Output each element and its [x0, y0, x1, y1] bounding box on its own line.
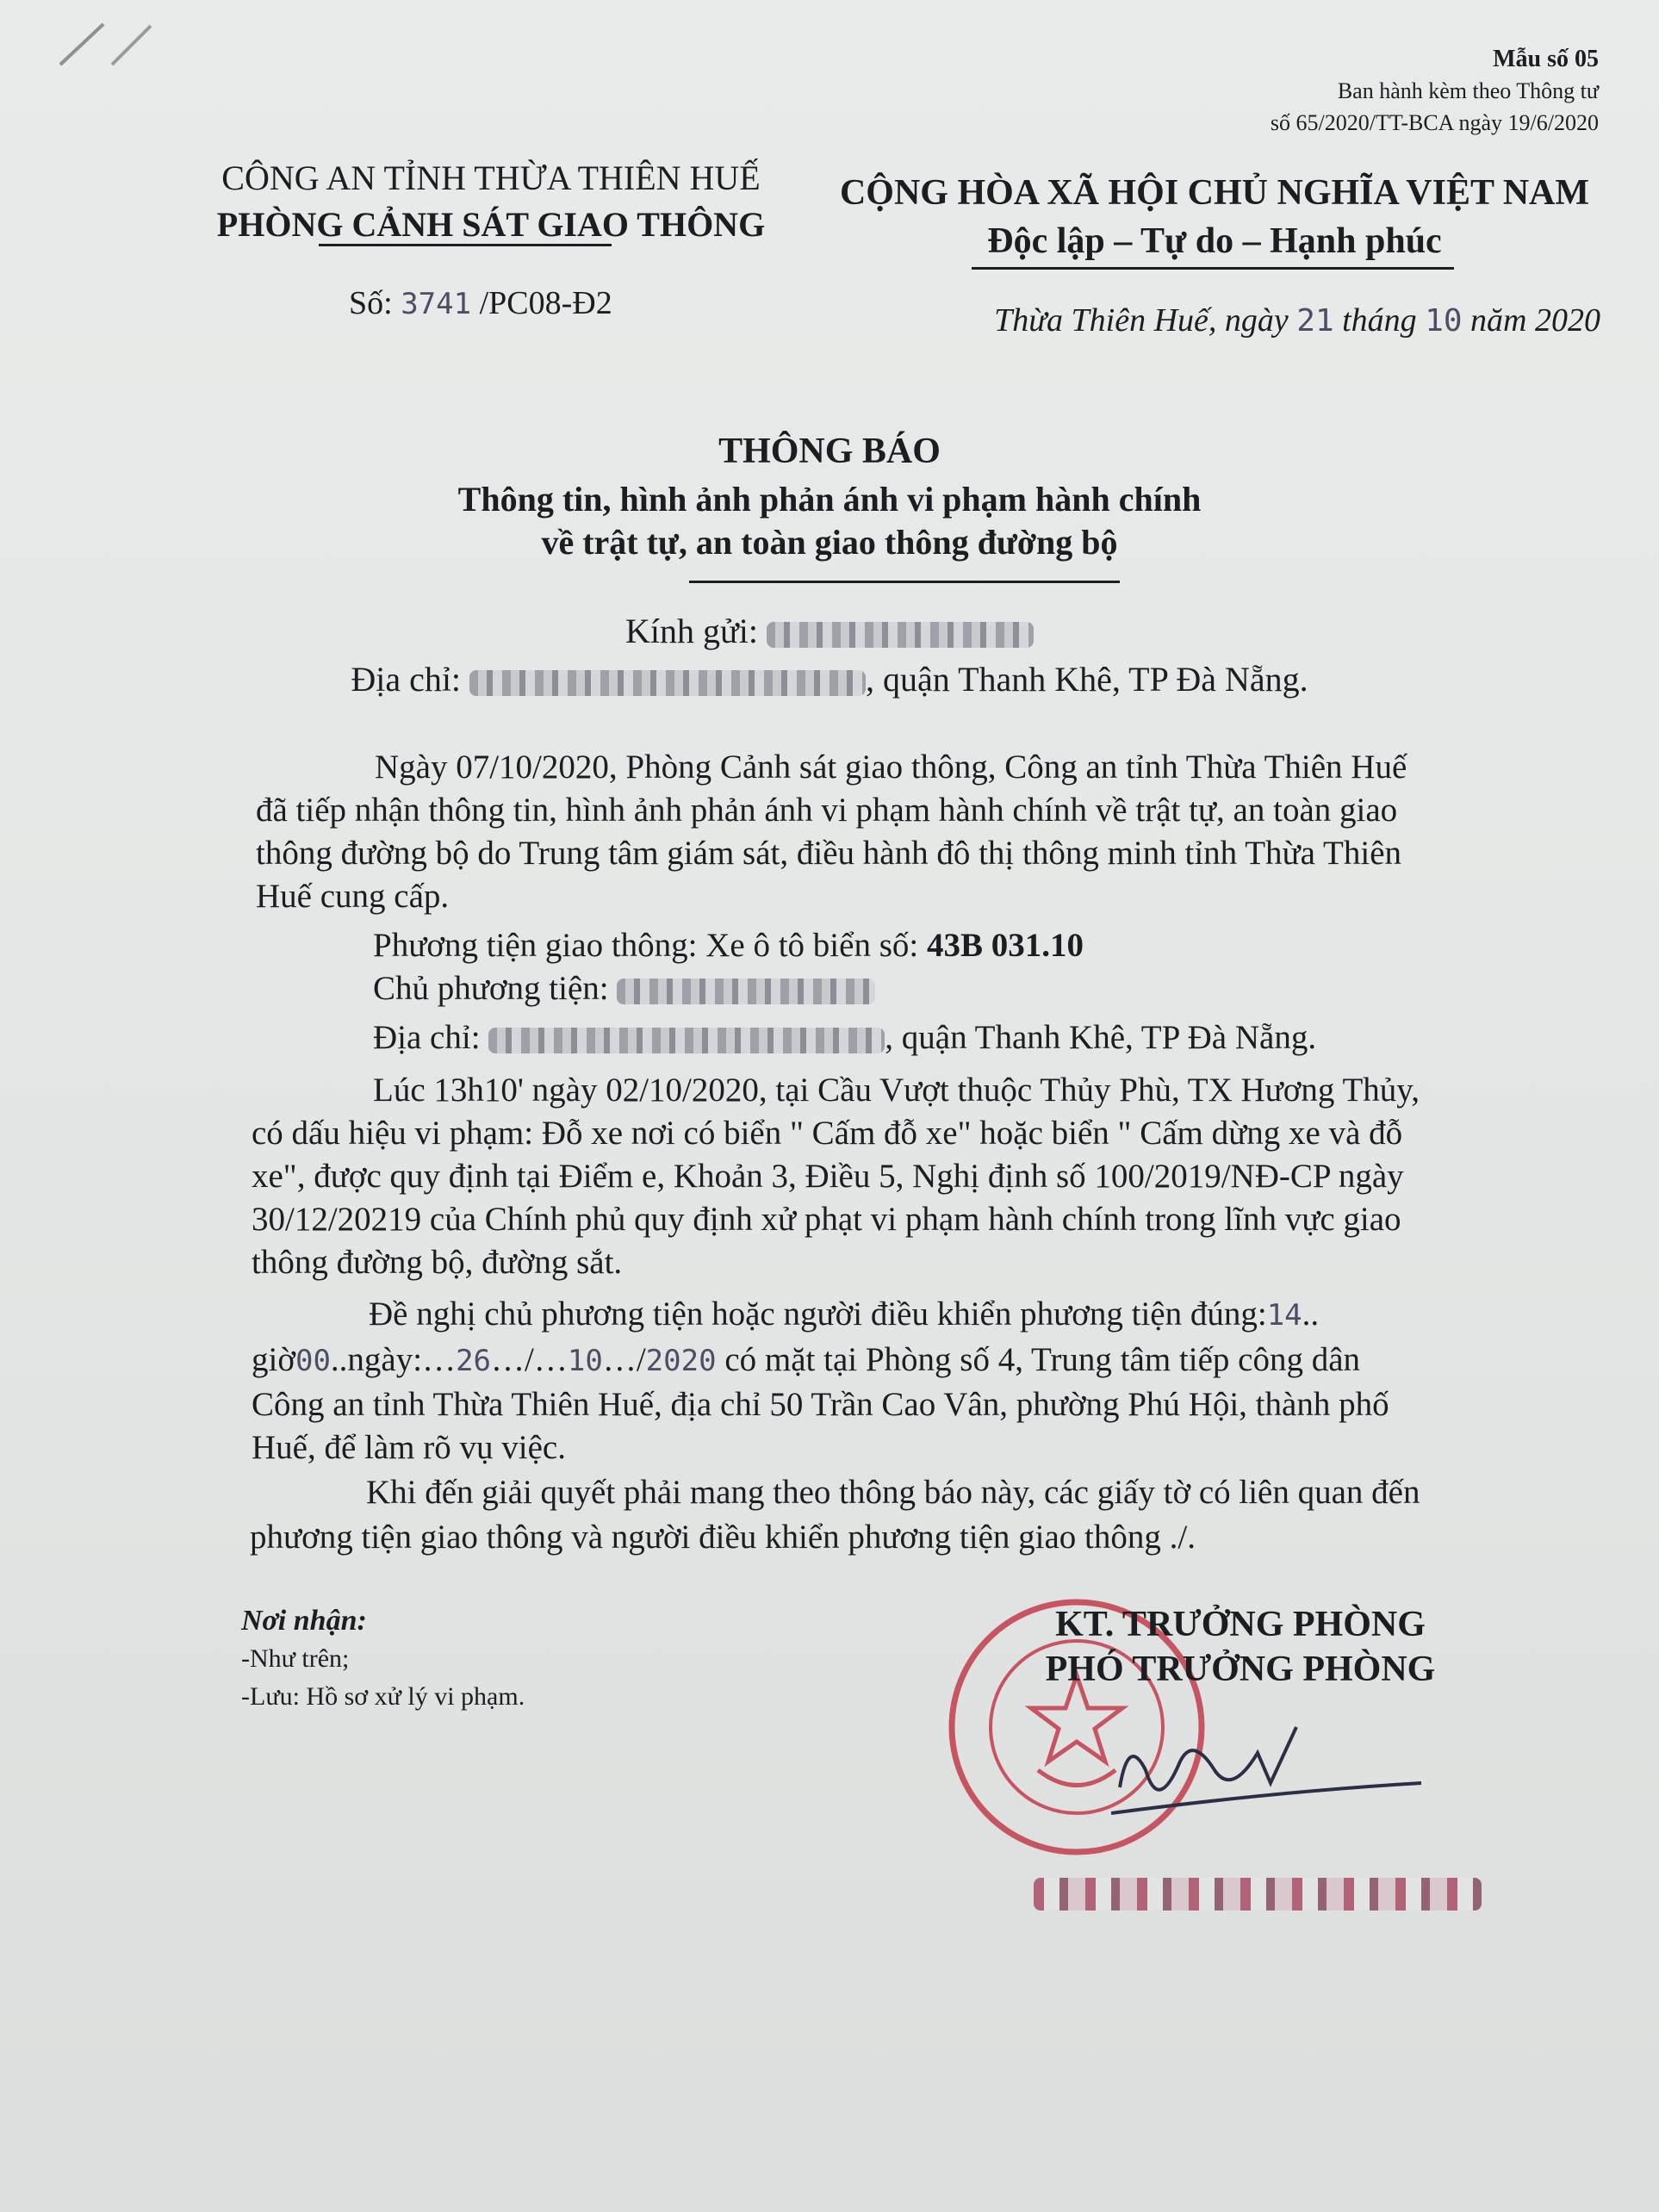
- doc-no-prefix: Số:: [349, 285, 401, 321]
- signatory-title-1: KT. TRƯỞNG PHÒNG: [1055, 1605, 1426, 1644]
- month-label: tháng: [1333, 302, 1426, 339]
- doc-no-handwritten: 3741: [401, 287, 472, 321]
- violation-line-1: Lúc 13h10' ngày 02/10/2020, tại Cầu Vượt thuộc Thủy Phù, TX Hương Thủy,: [373, 1072, 1420, 1109]
- request-day-label: ngày:: [347, 1341, 423, 1378]
- redacted-owner-address: [488, 1028, 885, 1053]
- motto-underline: [972, 267, 1454, 270]
- vehicle-label: Phương tiện giao thông: Xe ô tô biển số:: [373, 927, 927, 964]
- nation-name: CỘNG HÒA XÃ HỘI CHỦ NGHĨA VIỆT NAM: [839, 173, 1590, 213]
- redacted-name: [767, 622, 1034, 648]
- national-motto: Độc lập – Tự do – Hạnh phúc: [987, 221, 1442, 261]
- request-day: 26: [456, 1344, 492, 1378]
- request-month: 10: [567, 1344, 603, 1378]
- p1-line-1: Ngày 07/10/2020, Phòng Cảnh sát giao thông, Công an tỉnh Thừa Thiên Huế: [375, 749, 1407, 786]
- address-label: Địa chỉ:: [351, 660, 470, 699]
- recipient-address-line: [0, 656, 1659, 703]
- request-hour: 14: [1266, 1298, 1302, 1333]
- p1-line-3: thông đường bộ do Trung tâm giám sát, điều hành đô thị thông minh tỉnh Thừa Thiên: [256, 835, 1401, 872]
- address-tail: , quận Thanh Khê, TP Đà Nẵng.: [866, 660, 1308, 699]
- recipients-block: [241, 1602, 525, 1716]
- violation-line-2: có dấu hiệu vi phạm: Đỗ xe nơi có biển " Cấm đỗ xe" hoặc biển " Cấm dừng xe và đỗ: [252, 1115, 1403, 1152]
- request-line-1: Đề nghị chủ phương tiện hoặc người điều khiển phương tiện đúng:14..: [369, 1296, 1320, 1333]
- signer-name: [1034, 1878, 1482, 1911]
- form-number: Mẫu số 05: [1493, 46, 1599, 72]
- violation-line-5: thông đường bộ, đường sắt.: [252, 1244, 623, 1281]
- date-prefix: Thừa Thiên Huế, ngày: [994, 302, 1297, 339]
- p1-line-2: đã tiếp nhận thông tin, hình ảnh phản ánh vi phạm hành chính về trật tự, an toàn giao: [256, 792, 1398, 829]
- request-hour-label: giờ: [252, 1341, 295, 1378]
- doc-no-suffix: /PC08-Đ2: [471, 285, 612, 321]
- request-text-1: Đề nghị chủ phương tiện hoặc người điều khiển phương tiện đúng:: [369, 1296, 1267, 1333]
- handwritten-signature: [1111, 1701, 1438, 1839]
- agency-name: CÔNG AN TỈNH THỪA THIÊN HUẾ: [221, 158, 761, 197]
- document-subtitle-2: về trật tự, an toàn giao thông đường bộ: [541, 523, 1118, 562]
- document-number: [349, 284, 612, 322]
- redacted-signer-name: [1034, 1878, 1482, 1911]
- title-underline: [689, 581, 1120, 583]
- owner-label: Chủ phương tiện:: [373, 970, 618, 1007]
- recipient-item-1: -Như trên;: [241, 1644, 350, 1673]
- department-name: PHÒNG CẢNH SÁT GIAO THÔNG: [216, 205, 766, 244]
- request-text-2: có mặt tại Phòng số 4, Trung tâm tiếp công dân: [716, 1341, 1361, 1378]
- document-title: THÔNG BÁO: [718, 432, 941, 471]
- document-subtitle-1: Thông tin, hình ảnh phản ánh vi phạm hành chính: [457, 480, 1202, 519]
- national-header: [818, 169, 1611, 265]
- p1-line-4: Huế cung cấp.: [256, 878, 450, 915]
- form-identifier: [1271, 43, 1599, 139]
- department-underline: [319, 244, 612, 246]
- closing-line-2: phương tiện giao thông và người điều khiển phương tiện giao thông ./.: [250, 1519, 1196, 1556]
- issuing-agency: [172, 155, 810, 248]
- vehicle-line: [373, 926, 1084, 965]
- vehicle-plate: 43B 031.10: [926, 927, 1084, 964]
- form-issued-with: Ban hành kèm theo Thông tư: [1337, 78, 1599, 103]
- recipient-item-2: -Lưu: Hồ sơ xử lý vi phạm.: [241, 1682, 525, 1711]
- redacted-address: [469, 670, 866, 696]
- violation-line-4: 30/12/20219 của Chính phủ quy định xử phạt vi phạm hành chính trong lĩnh vực giao: [252, 1201, 1401, 1238]
- owner-line: [373, 969, 875, 1008]
- year-label: năm 2020: [1462, 302, 1600, 339]
- owner-address-tail: , quận Thanh Khê, TP Đà Nẵng.: [885, 1019, 1317, 1056]
- date-month: 10: [1425, 303, 1463, 339]
- paperclip-mark: [52, 17, 155, 69]
- request-year: 2020: [645, 1344, 717, 1378]
- recipients-heading: Nơi nhận:: [241, 1605, 367, 1637]
- owner-address-line: [373, 1018, 1316, 1057]
- request-minute: 00: [295, 1344, 331, 1378]
- owner-address-label: Địa chỉ:: [373, 1019, 489, 1056]
- redacted-owner: [617, 979, 875, 1004]
- signatory-title-2: PHÓ TRƯỞNG PHÒNG: [1045, 1650, 1436, 1689]
- violation-line-3: xe", được quy định tại Điểm e, Khoản 3, Điều 5, Nghị định số 100/2019/NĐ-CP ngày: [252, 1158, 1404, 1195]
- form-circular: số 65/2020/TT-BCA ngày 19/6/2020: [1270, 110, 1599, 135]
- date-day: 21: [1296, 303, 1334, 339]
- signature-block: [956, 1602, 1525, 1692]
- request-line-2: giờ00..ngày:…26…/…10…/2020 có mặt tại Phòng số 4, Trung tâm tiếp công dân: [252, 1341, 1361, 1378]
- closing-line-1: Khi đến giải quyết phải mang theo thông báo này, các giấy tờ có liên quan đến: [366, 1474, 1420, 1511]
- recipient-line: [0, 608, 1659, 655]
- request-line-4: Huế, để làm rõ vụ việc.: [252, 1429, 566, 1466]
- to-label: Kính gửi:: [625, 612, 767, 650]
- request-line-3: Công an tỉnh Thừa Thiên Huế, địa chỉ 50 Trần Cao Vân, phường Phú Hội, thành phố: [252, 1386, 1389, 1423]
- issue-date: [994, 301, 1600, 339]
